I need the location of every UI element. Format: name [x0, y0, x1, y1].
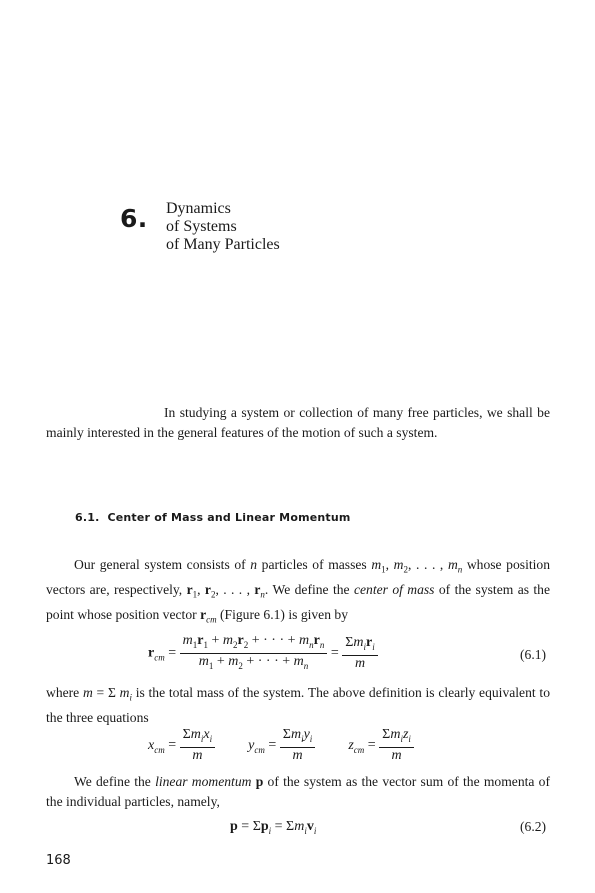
body-paragraph: Our general system consists of n particles of masses $m_1$, $m_2$, . . . , $m_n$ whose position vectors are, respectively, $r_1$, $r_2$, . . . , $r_n$. We define the center of mass of the system as the point whose position vector $r_{cm}$ (Figure 6.1) is given by: [46, 557, 551, 626]
chapter-title-line: of Many Particles: [166, 236, 280, 253]
equation-label: (6.2): [520, 819, 547, 834]
section-number: 6.1.: [75, 511, 100, 524]
page-number: 168: [46, 853, 71, 868]
chapter-title: [166, 200, 280, 254]
equations-components: $x_{cm}$ = $\frac{\Sigma m_ix_i}{m}$ $y_{cm}$ = $\frac{\Sigma m_iy_i}{m}$ $z_{cm}$ = $\frac{\Sigma m_iz_i}{m}$: [148, 727, 414, 764]
term-center-of-mass: center of mass: [353, 582, 435, 598]
section-title: Center of Mass and Linear Momentum: [107, 511, 351, 524]
section-heading: [75, 511, 351, 524]
equation-6-1: $r_{cm}$ = $\frac{m_1r_1 + m_2r_2 + \cdot \cdot \cdot + m_nr_n}{m_1 + m_2 + \cdot \cdot \cdot + m_n}$ = $\frac{\Sigma m_ir_i}{m}$: [148, 633, 378, 674]
equation-label: (6.1): [520, 647, 547, 662]
intro-paragraph: [46, 403, 550, 442]
body-paragraph: where m = Σ $m_i$ is the total mass of the system. The above definition is clearly equivalent to the three equations: [46, 685, 550, 726]
chapter-title-line: Dynamics: [166, 200, 231, 217]
chapter-number: 6.: [120, 204, 148, 233]
intro-rest: we shall be mainly interested in the general features of the motion of such a system.: [46, 405, 550, 440]
equation-6-2: $p = \Sigma p_i = \Sigma m_iv_i$: [230, 819, 317, 836]
body-paragraph: We define the linear momentum p of the system as the vector sum of the momenta of the individual particles, namely,: [46, 774, 550, 809]
intro-lead: In studying a system or collection of many free particles,: [164, 405, 483, 420]
chapter-title-line: of Systems: [166, 218, 237, 235]
term-linear-momentum: linear momentum: [155, 774, 252, 789]
